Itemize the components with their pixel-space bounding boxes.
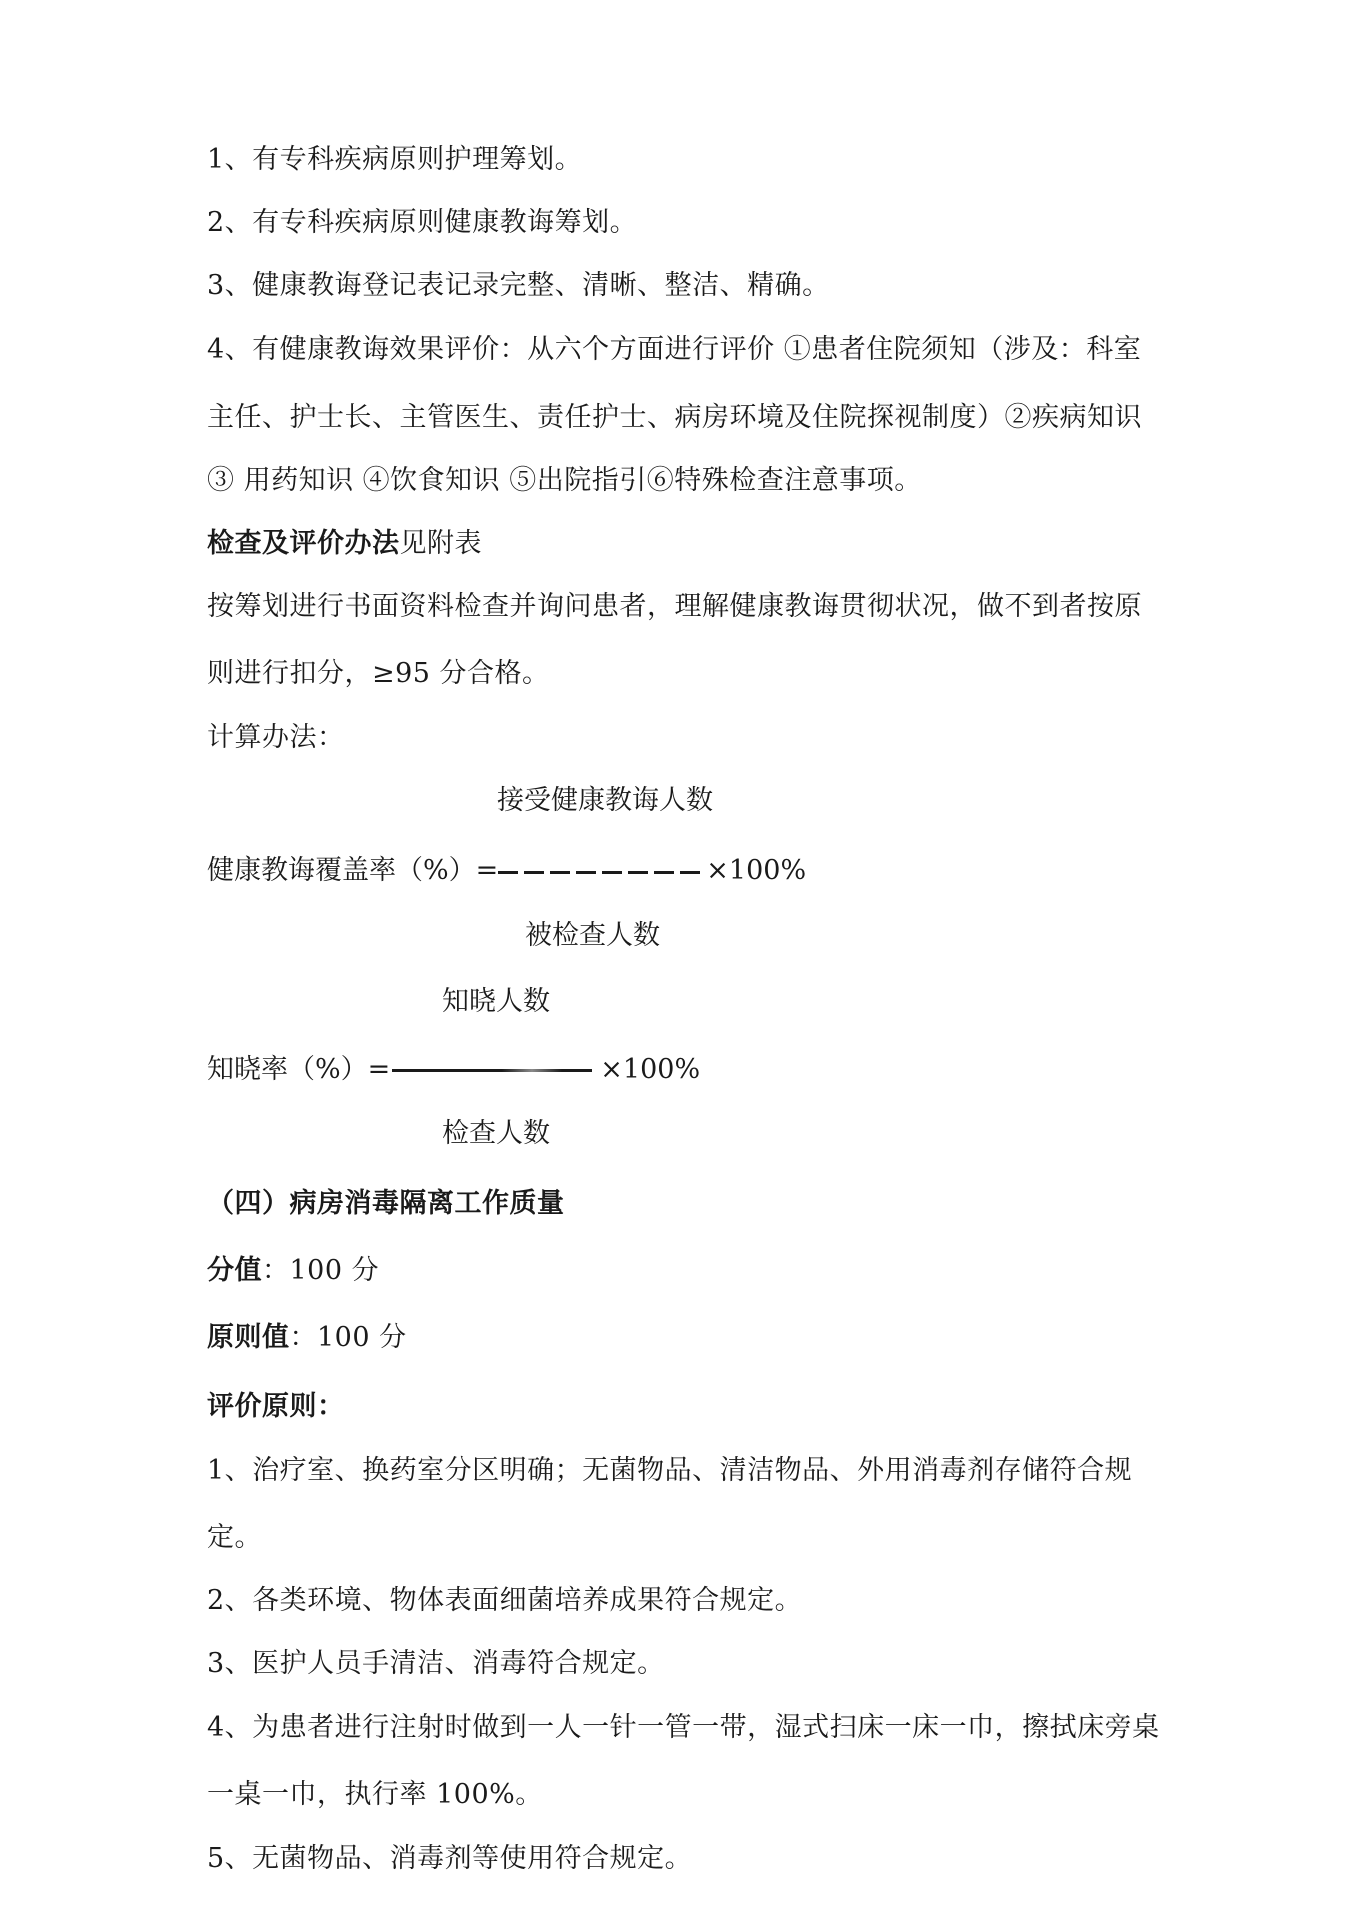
formula2-equation: [207, 1052, 700, 1088]
criterion-1-line-2: 定。: [207, 1522, 262, 1553]
section-4-heading: （四）病房消毒隔离工作质量: [207, 1188, 565, 1219]
formula2-lhs: 知晓率（%）=: [207, 1054, 391, 1085]
item-3: 3、健康教诲登记表记录完整、清晰、整洁、精确。: [207, 270, 830, 301]
formula1-fraction-bar: [498, 854, 706, 890]
item-4-line-3: ③ 用药知识 ④饮食知识 ⑤出院指引⑥特殊检查注意事项。: [207, 465, 922, 496]
criterion-4-line-2: 一桌一巾，执行率 100%。: [207, 1779, 543, 1810]
criterion-2: 2、各类环境、物体表面细菌培养成果符合规定。: [207, 1585, 803, 1616]
criterion-4-line-1: 4、为患者进行注射时做到一人一针一管一带，湿式扫床一床一巾，擦拭床旁桌: [207, 1712, 1160, 1743]
formula2-fraction-bar: [392, 1069, 592, 1072]
criterion-1-line-1: 1、治疗室、换药室分区明确；无菌物品、清洁物品、外用消毒剂存储符合规: [207, 1455, 1133, 1486]
formula1-equation: [207, 853, 806, 890]
check-method-rest: 见附表: [399, 528, 482, 559]
criterion-5: 5、无菌物品、消毒剂等使用符合规定。: [207, 1843, 693, 1874]
item-4-line-2: 主任、护士长、主管医生、责任护士、病房环境及住院探视制度）②疾病知识: [207, 402, 1142, 433]
formula1-rhs: ×100%: [706, 855, 807, 886]
item-2: 2、有专科疾病原则健康教诲筹划。: [207, 207, 638, 238]
item-1: 1、有专科疾病原则护理筹划。: [207, 144, 583, 175]
check-method-bold: 检查及评价办法: [207, 528, 400, 559]
check-method-heading: [207, 526, 482, 562]
score-value: ：100 分: [262, 1255, 380, 1286]
formula2-denominator: 检查人数: [442, 1118, 550, 1149]
formula2-rhs: ×100%: [600, 1054, 701, 1085]
score-line: [207, 1253, 379, 1289]
criteria-label: 评价原则：: [207, 1391, 345, 1422]
standard-line: [207, 1320, 407, 1356]
standard-value: ：100 分: [289, 1322, 407, 1353]
check-paragraph-line-1: 按筹划进行书面资料检查并询问患者，理解健康教诲贯彻状况，做不到者按原: [207, 591, 1142, 622]
score-label: 分值: [207, 1255, 262, 1286]
formula1-numerator: 接受健康教诲人数: [497, 785, 713, 816]
check-paragraph-line-2: 则进行扣分，≥95 分合格。: [207, 658, 550, 689]
standard-label: 原则值: [207, 1322, 290, 1353]
formula2-numerator: 知晓人数: [442, 986, 550, 1017]
calc-method-label: 计算办法：: [207, 722, 345, 753]
formula1-lhs: 健康教诲覆盖率（%）=: [207, 855, 499, 886]
formula1-denominator: 被检查人数: [525, 920, 660, 951]
item-4-line-1: 4、有健康教诲效果评价：从六个方面进行评价 ①患者住院须知（涉及：科室: [207, 334, 1142, 365]
criterion-3: 3、医护人员手清洁、消毒符合规定。: [207, 1648, 665, 1679]
